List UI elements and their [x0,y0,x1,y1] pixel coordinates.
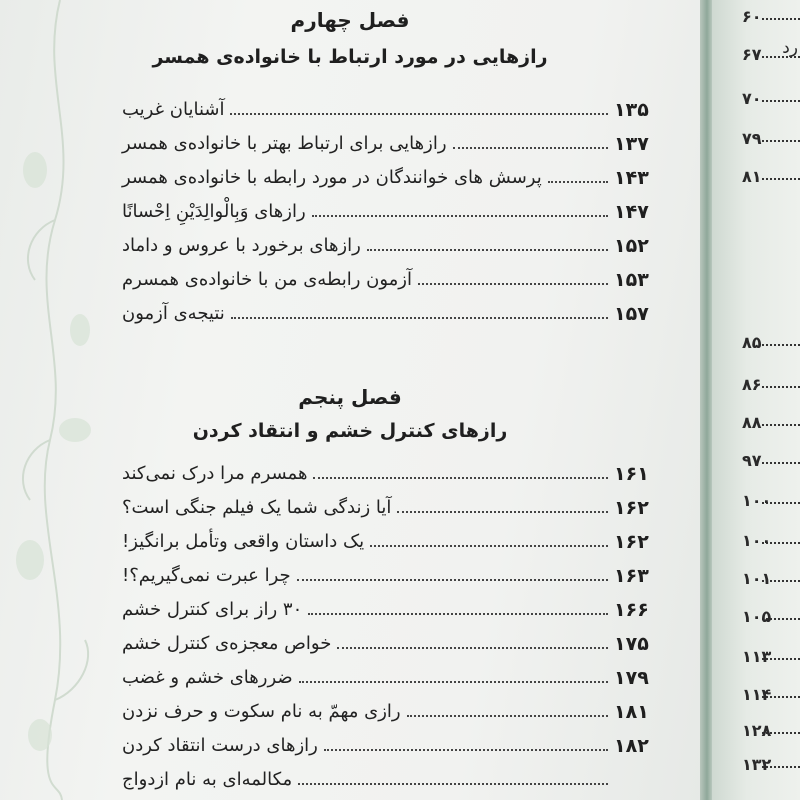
right-page-toc-row [712,644,800,666]
toc-leader-dots [308,613,608,615]
toc-leader-dots [312,215,608,217]
right-page-leader-dots [762,178,800,180]
right-page-leader-dots [762,56,800,58]
toc-entry [118,224,666,258]
toc-leader-dots [397,511,608,513]
right-page-number: ۱۲۸ [742,721,772,740]
toc-entry-title: ۳۰ راز برای کنترل خشم [122,599,303,620]
right-page-leader-dots [762,424,800,426]
toc-entry-title: چرا عبرت نمی‌گیریم؟! [122,565,291,586]
chapter-4-heading: فصل چهارم [290,8,410,32]
toc-entry-title: آشنایان غریب [122,99,225,120]
toc-entry-title: آیا زندگی شما یک فیلم جنگی است؟ [122,497,392,518]
right-page-number: ۸۵ [742,333,762,352]
chapter-4-subtitle: رازهایی در مورد ارتباط با خانواده‌ی همسر [152,46,548,68]
right-page-number: ۸۱ [742,167,762,186]
toc-entry [118,554,666,588]
right-page-text-fragment: رد [782,38,798,58]
toc-leader-dots [297,579,608,581]
toc-page-number: ۱۶۲ [614,497,649,519]
chapter-5-subtitle: رازهای کنترل خشم و انتقاد کردن [192,420,508,442]
toc-entry-title: مکالمه‌ای به نام ازدواج [122,769,293,790]
right-page-leader-dots [762,18,800,20]
toc-page-number: ۱۴۳ [614,167,649,189]
toc-leader-dots [324,749,608,751]
toc-entry [118,690,666,724]
right-page-toc-row [712,718,800,740]
toc-entry-title: رازهای درست انتقاد کردن [122,735,318,756]
toc-page-number: ۱۶۱ [614,463,649,485]
toc-page-number: ۱۶۳ [614,565,649,587]
toc-entry-title: نتیجه‌ی آزمون [122,303,225,324]
toc-entry-title: همسرم مرا درک نمی‌کند [122,463,308,484]
right-page-toc-row [712,42,800,64]
toc-entry [118,758,666,792]
right-page-number: ۶۷ [742,45,762,64]
toc-leader-dots [370,545,608,547]
toc-entry-title: رازهای برخورد با عروس و داماد [122,235,361,256]
toc-page-number: ۱۳۵ [614,99,649,121]
toc-page-number: ۱۸۱ [614,701,649,723]
toc-entry [118,190,666,224]
toc-entry [118,88,666,122]
right-page-number: ۱۰۰ [742,491,772,510]
toc-entry [118,724,666,758]
toc-entry [118,122,666,156]
toc-entry [118,292,666,326]
toc-entry [118,156,666,190]
right-page-toc-row [712,604,800,626]
right-page-number: ۱۱۳ [742,647,772,666]
toc-leader-dots [367,249,608,251]
toc-entry [118,452,666,486]
right-page-number: ۹۷ [742,451,762,470]
toc-leader-dots [230,113,608,115]
toc-entry [118,622,666,656]
toc-entry-title: آزمون رابطه‌ی من با خانواده‌ی همسرم [122,269,412,290]
right-page-number: ۸۶ [742,375,762,394]
right-page-number: ۱۱۴ [742,685,772,704]
right-page-leader-dots [762,386,800,388]
right-page-toc-row [712,682,800,704]
right-page-toc-row [712,448,800,470]
toc-page-number: ۱۴۷ [614,201,649,223]
right-page-number: ۷۰ [742,89,762,108]
right-page-toc-row [712,410,800,432]
toc-leader-dots [418,283,608,285]
toc-page-number: ۱۷۹ [614,667,649,689]
right-page-leader-dots [762,344,800,346]
chapter-4-toc [118,88,666,326]
right-page-toc-row [712,126,800,148]
right-page-toc-row [712,372,800,394]
toc-page-number: ۱۳۷ [614,133,649,155]
right-page-leader-dots [762,462,800,464]
toc-entry [118,258,666,292]
toc-page-number: ۱۶۲ [614,531,649,553]
right-page-toc-row [712,566,800,588]
right-page-leader-dots [762,140,800,142]
toc-leader-dots [298,783,608,785]
toc-entry [118,486,666,520]
toc-entry [118,656,666,690]
right-page-number: ۷۹ [742,129,762,148]
toc-page-number: ۱۸۲ [614,735,649,757]
toc-leader-dots [299,681,608,683]
chapter-5-heading: فصل پنجم [298,385,402,409]
book-page-right-edge [712,0,800,800]
toc-leader-dots [453,147,608,149]
toc-leader-dots [407,715,608,717]
right-page-number: ۱۰۱ [742,569,772,588]
right-page-toc-row [712,330,800,352]
toc-entry-title: رازهای وَبِالْوالِدَیْنِ اِحْسانًا [122,201,306,222]
toc-page-number: ۱۶۶ [614,599,649,621]
right-page-leader-dots [762,100,800,102]
toc-entry-title: خواص معجزه‌ی کنترل خشم [122,633,332,654]
chapter-5-toc [118,452,666,792]
right-page-number: ۶۰ [742,7,762,26]
toc-leader-dots [231,317,608,319]
toc-leader-dots [337,647,608,649]
right-page-toc-row [712,164,800,186]
toc-leader-dots [313,477,608,479]
right-page-toc-row [712,528,800,550]
right-page-number: ۱۰۰ [742,531,772,550]
toc-page-number: ۱۵۲ [614,235,649,257]
toc-entry-title: ضررهای خشم و غضب [122,667,293,688]
right-page-toc-row [712,488,800,510]
right-page-toc-row [712,4,800,26]
toc-entry-title: پرسش های خوانندگان در مورد رابطه با خانواده‌ی همسر [122,167,542,188]
toc-leader-dots [548,181,608,183]
right-page-number: ۱۳۲ [742,755,772,774]
toc-entry [118,588,666,622]
toc-entry [118,520,666,554]
right-page-toc-row [712,752,800,774]
toc-entry-title: رازی مهمّ به نام سکوت و حرف نزدن [122,701,401,722]
right-page-toc-row [712,86,800,108]
right-page-number: ۸۸ [742,413,762,432]
toc-page-number: ۱۷۵ [614,633,649,655]
toc-entry-title: رازهایی برای ارتباط بهتر با خانواده‌ی همسر [122,133,447,154]
right-page-number: ۱۰۵ [742,607,772,626]
toc-entry-title: یک داستان واقعی وتأمل برانگیز! [122,531,365,552]
toc-page-number: ۱۵۷ [614,303,649,325]
toc-page-number: ۱۵۳ [614,269,649,291]
